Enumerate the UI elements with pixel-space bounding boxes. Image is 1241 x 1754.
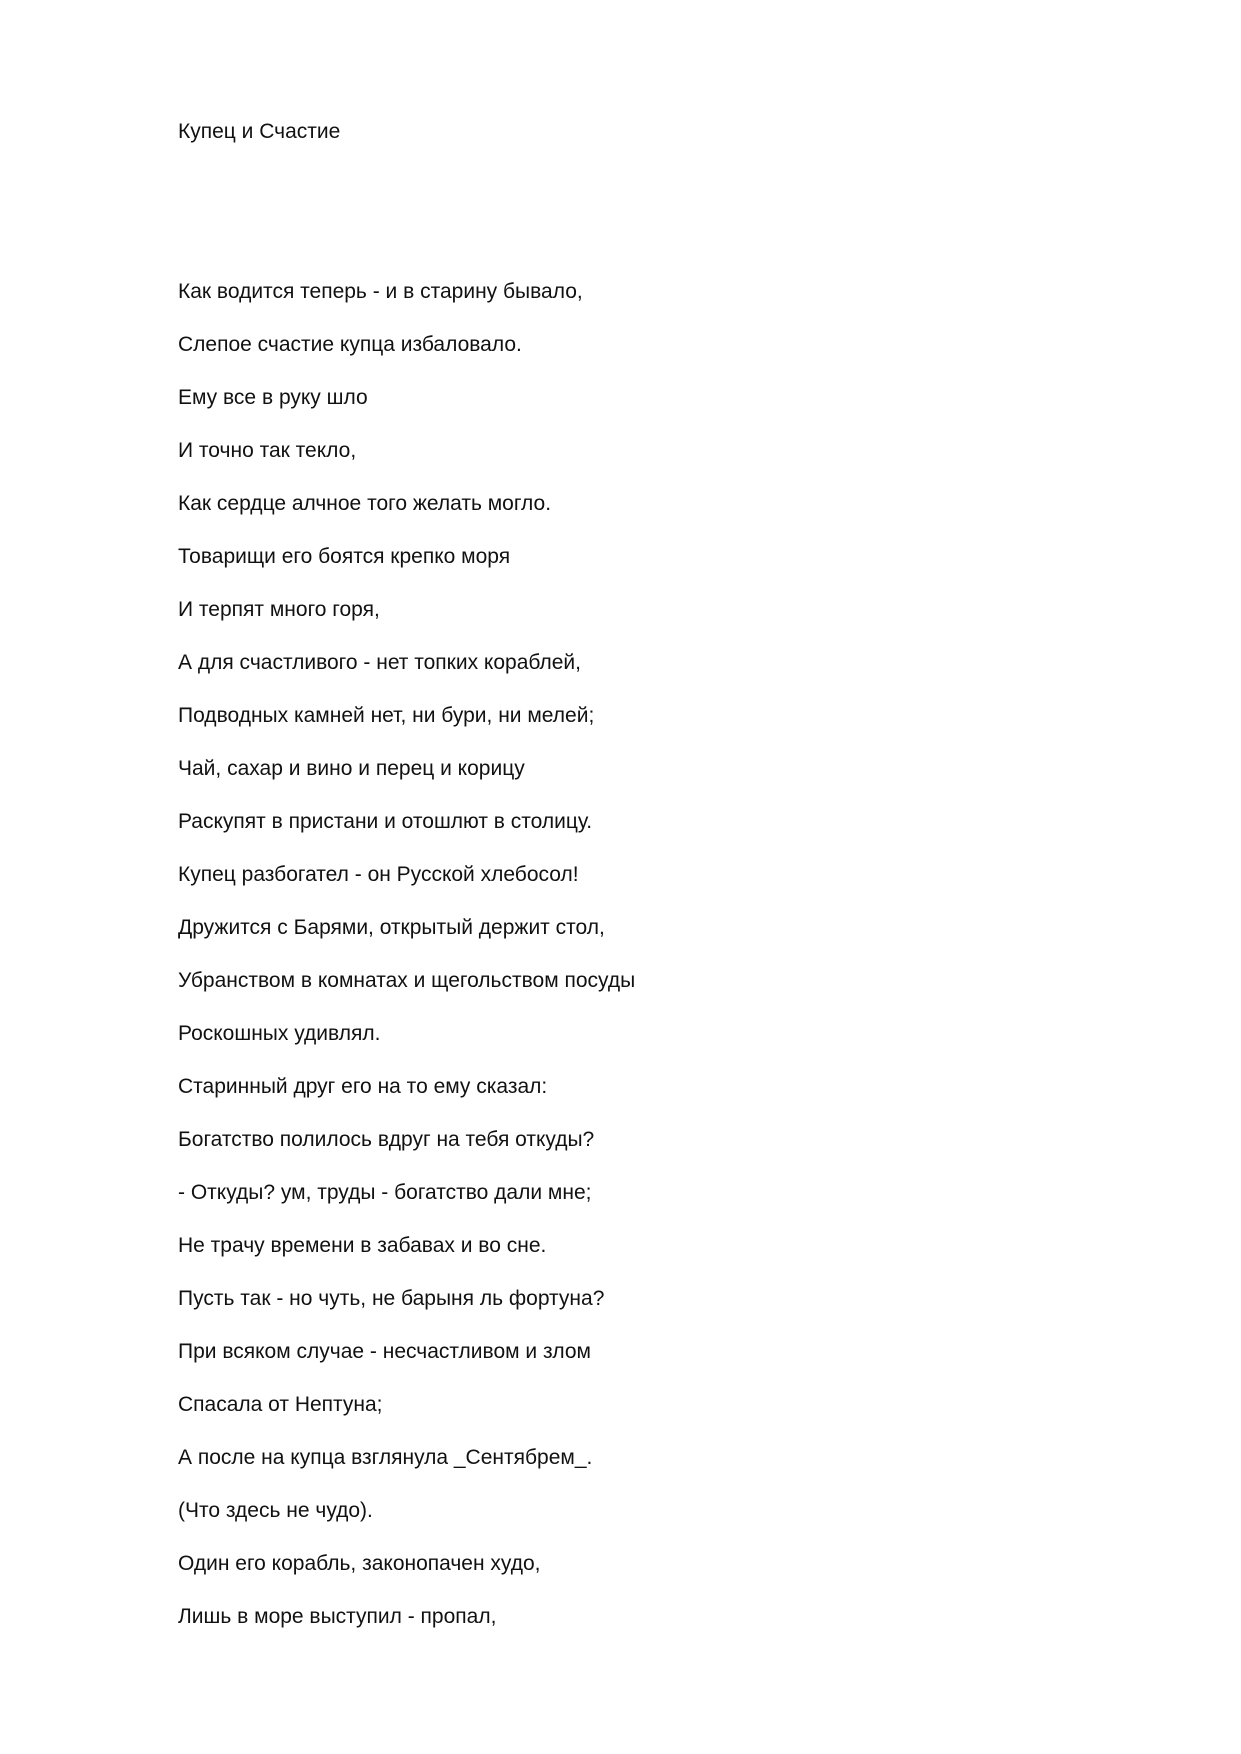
poem-line: Роскошных удивлял. [178,1022,381,1045]
poem-title: Купец и Счастие [178,120,341,143]
poem-line: Спасала от Нептуна; [178,1393,383,1416]
poem-line: Дружится с Барями, открытый держит стол, [178,916,605,939]
poem-line: Раскупят в пристани и отошлют в столицу. [178,810,593,833]
poem-line: Не трачу времени в забавах и во сне. [178,1234,547,1257]
poem-line: Старинный друг его на то ему сказал: [178,1075,548,1098]
poem-line: Ему все в руку шло [178,386,368,409]
poem-line: Как водится теперь - и в старину бывало, [178,280,583,303]
poem-line: Подводных камней нет, ни бури, ни мелей; [178,704,595,727]
poem-line: А для счастливого - нет топких кораблей, [178,651,581,674]
poem-line: Лишь в море выступил - пропал, [178,1605,497,1628]
poem-line: Как сердце алчное того желать могло. [178,492,552,515]
poem-line: А после на купца взглянула _Сентябрем_. [178,1446,593,1469]
poem-line: Убранством в комнатах и щегольством посуды [178,969,636,992]
poem-line: Чай, сахар и вино и перец и корицу [178,757,525,780]
poem-line: Пусть так - но чуть, не барыня ль фортуна? [178,1287,605,1310]
poem-line: Один его корабль, законопачен худо, [178,1552,541,1575]
poem-line: (Что здесь не чудо). [178,1499,373,1522]
poem-line: Купец разбогател - он Русской хлебосол! [178,863,579,886]
poem-line: - Откуды? ум, труды - богатство дали мне; [178,1181,592,1204]
poem-line: Богатство полилось вдруг на тебя откуды? [178,1128,595,1151]
poem-line: Товарищи его боятся крепко моря [178,545,511,568]
poem-line: Слепое счастие купца избаловало. [178,333,522,356]
poem-line: И терпят много горя, [178,598,380,621]
poem-line: При всяком случае - несчастливом и злом [178,1340,591,1363]
poem-body [178,278,1178,1656]
poem-line: И точно так текло, [178,439,357,462]
